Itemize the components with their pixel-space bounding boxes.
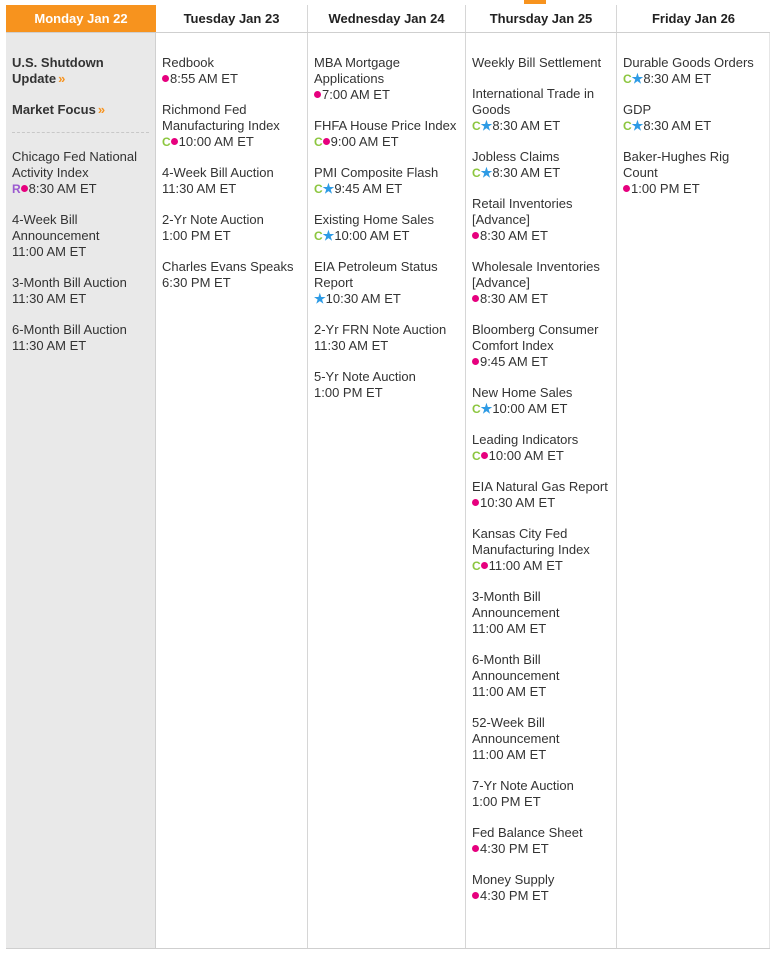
event-item[interactable] (314, 212, 459, 244)
event-item[interactable] (472, 778, 610, 810)
event-item[interactable] (472, 589, 610, 637)
event-name[interactable]: 7-Yr Note Auction (472, 778, 574, 793)
event-list-monday (12, 149, 149, 354)
event-time-line (314, 385, 459, 401)
event-name[interactable]: Redbook (162, 55, 215, 70)
event-time: 11:00 AM ET (472, 747, 547, 762)
event-time-line (162, 71, 301, 87)
event-item[interactable] (472, 149, 610, 181)
event-name[interactable]: 3-Month Bill Announcement (472, 589, 560, 620)
event-item[interactable] (314, 118, 459, 150)
event-time: 10:00 AM ET (492, 401, 568, 416)
event-item[interactable] (12, 149, 149, 197)
event-name[interactable]: 6-Month Bill Auction (12, 322, 127, 337)
dot-icon (472, 358, 479, 365)
event-time-line (623, 181, 763, 197)
event-name[interactable]: Leading Indicators (472, 432, 579, 447)
event-time: 11:30 AM ET (162, 181, 237, 196)
dot-icon (323, 138, 330, 145)
day-column-monday (6, 33, 156, 948)
event-time-line (472, 621, 610, 637)
event-time-line (472, 165, 610, 181)
c-icon: C (623, 119, 632, 133)
event-time-line (472, 401, 610, 417)
event-name[interactable]: 2-Yr Note Auction (162, 212, 264, 227)
event-name[interactable]: Money Supply (472, 872, 555, 887)
event-time-line (314, 134, 459, 150)
event-time: 10:30 AM ET (325, 291, 401, 306)
event-time: 1:00 PM ET (631, 181, 700, 196)
event-time: 11:00 AM ET (12, 244, 87, 259)
c-icon: C (314, 182, 323, 196)
day-header-wednesday[interactable]: Wednesday Jan 24 (308, 5, 466, 32)
event-name[interactable]: PMI Composite Flash (314, 165, 439, 180)
event-name[interactable]: 3-Month Bill Auction (12, 275, 127, 290)
event-item[interactable] (162, 165, 301, 197)
event-name[interactable]: 2-Yr FRN Note Auction (314, 322, 447, 337)
event-time-line (472, 448, 610, 464)
c-icon: C (472, 449, 481, 463)
event-item[interactable] (472, 526, 610, 574)
event-name[interactable]: EIA Petroleum Status Report (314, 259, 438, 290)
event-item[interactable] (162, 55, 301, 87)
event-time-line (472, 495, 610, 511)
event-name[interactable]: 5-Yr Note Auction (314, 369, 416, 384)
event-item[interactable] (472, 55, 610, 71)
dot-icon (171, 138, 178, 145)
event-name[interactable]: Chicago Fed National Activity Index (12, 149, 138, 180)
event-item[interactable] (472, 715, 610, 763)
event-time-line (623, 118, 763, 134)
event-name[interactable]: Bloomberg Consumer Comfort Index (472, 322, 599, 353)
event-name[interactable]: Retail Inventories [Advance] (472, 196, 573, 227)
event-name[interactable]: Wholesale Inventories [Advance] (472, 259, 600, 290)
event-time: 8:30 AM ET (643, 71, 712, 86)
dot-icon (472, 232, 479, 239)
event-time: 8:30 AM ET (643, 118, 712, 133)
event-time-line (162, 275, 301, 291)
star-icon: ★ (480, 165, 493, 180)
event-time: 11:30 AM ET (314, 338, 389, 353)
event-time-line (12, 291, 149, 307)
calendar-body (6, 32, 770, 949)
event-item[interactable] (472, 872, 610, 904)
day-header-friday[interactable]: Friday Jan 26 (651, 11, 736, 26)
current-week-marker (524, 0, 546, 4)
event-time: 8:30 AM ET (480, 228, 548, 243)
event-item[interactable] (472, 479, 610, 511)
event-name[interactable]: EIA Natural Gas Report (472, 479, 608, 494)
day-column-wednesday (308, 33, 466, 948)
dot-icon (472, 295, 479, 302)
day-header-thursday[interactable]: Thursday Jan 25 (466, 5, 617, 32)
event-time: 4:30 PM ET (480, 888, 549, 903)
event-name[interactable]: Durable Goods Orders (623, 55, 754, 70)
event-time: 8:30 AM ET (28, 181, 97, 196)
chevron-right-icon: » (97, 102, 106, 117)
event-item[interactable] (623, 55, 763, 87)
shutdown-update-link[interactable] (12, 55, 149, 87)
event-name[interactable]: 52-Week Bill Announcement (472, 715, 560, 746)
event-name[interactable]: Jobless Claims (472, 149, 560, 164)
day-column-friday (617, 33, 770, 948)
event-name[interactable]: New Home Sales (472, 385, 573, 400)
event-name[interactable]: FHFA House Price Index (314, 118, 457, 133)
day-column-tuesday (156, 33, 308, 948)
dot-icon (314, 91, 321, 98)
event-time: 1:00 PM ET (472, 794, 541, 809)
event-time: 10:00 AM ET (488, 448, 564, 463)
dot-icon (472, 892, 479, 899)
event-item[interactable] (623, 149, 763, 197)
event-time: 9:45 AM ET (480, 354, 548, 369)
event-item[interactable] (162, 259, 301, 291)
event-time-line (472, 354, 610, 370)
event-time: 11:00 AM ET (472, 684, 547, 699)
event-time: 8:55 AM ET (170, 71, 238, 86)
event-item[interactable] (12, 275, 149, 307)
event-time: 8:30 AM ET (492, 165, 561, 180)
event-time: 11:30 AM ET (12, 338, 87, 353)
event-item[interactable] (472, 652, 610, 700)
day-column-thursday (466, 33, 617, 948)
event-time-line (472, 747, 610, 763)
event-time-line (314, 228, 459, 244)
star-icon: ★ (322, 228, 335, 243)
event-time: 11:30 AM ET (12, 291, 87, 306)
event-time: 10:30 AM ET (480, 495, 556, 510)
event-item[interactable] (472, 196, 610, 244)
event-time-line (314, 181, 459, 197)
event-time: 8:30 AM ET (492, 118, 561, 133)
event-list-wednesday (314, 55, 459, 401)
event-time: 6:30 PM ET (162, 275, 231, 290)
event-name[interactable]: Existing Home Sales (314, 212, 434, 227)
event-time: 9:00 AM ET (330, 134, 399, 149)
event-time: 4:30 PM ET (480, 841, 549, 856)
event-time-line (162, 134, 301, 150)
event-time-line (472, 684, 610, 700)
event-time: 9:45 AM ET (334, 181, 403, 196)
event-name[interactable]: Kansas City Fed Manufacturing Index (472, 526, 590, 557)
event-time-line (472, 228, 610, 244)
event-time-line (314, 291, 459, 307)
event-item[interactable] (314, 55, 459, 103)
event-name[interactable]: GDP (623, 102, 652, 117)
dot-icon (472, 499, 479, 506)
event-list-tuesday (162, 55, 301, 291)
c-icon: C (472, 559, 481, 573)
calendar-header (6, 5, 770, 32)
event-item[interactable] (12, 212, 149, 260)
event-item[interactable] (314, 165, 459, 197)
c-icon: C (472, 402, 481, 416)
event-time-line (472, 841, 610, 857)
star-icon: ★ (631, 118, 644, 133)
event-item[interactable] (472, 259, 610, 307)
event-name[interactable]: 4-Week Bill Announcement (12, 212, 100, 243)
event-item[interactable] (472, 432, 610, 464)
event-item[interactable] (472, 385, 610, 417)
c-icon: C (623, 72, 632, 86)
event-time: 8:30 AM ET (480, 291, 548, 306)
event-item[interactable] (623, 102, 763, 134)
event-time-line (472, 794, 610, 810)
event-name[interactable]: Fed Balance Sheet (472, 825, 583, 840)
event-time-line (472, 558, 610, 574)
dot-icon (21, 185, 28, 192)
event-item[interactable] (472, 825, 610, 857)
dot-icon (481, 452, 488, 459)
event-time-line (314, 338, 459, 354)
event-name[interactable]: Richmond Fed Manufacturing Index (162, 102, 280, 133)
market-focus-label: Market Focus (12, 102, 96, 117)
event-time: 11:00 AM ET (472, 621, 547, 636)
c-icon: C (162, 135, 171, 149)
market-focus-link[interactable] (12, 102, 149, 118)
event-time-line (623, 71, 763, 87)
event-item[interactable] (314, 322, 459, 354)
event-name[interactable]: Baker-Hughes Rig Count (623, 149, 730, 180)
dot-icon (623, 185, 630, 192)
event-name[interactable]: Charles Evans Speaks (162, 259, 294, 274)
c-icon: C (472, 119, 481, 133)
event-item[interactable] (12, 322, 149, 354)
event-time: 10:00 AM ET (334, 228, 410, 243)
event-list-thursday (472, 55, 610, 904)
event-name[interactable]: 6-Month Bill Announcement (472, 652, 560, 683)
event-name[interactable]: 4-Week Bill Auction (162, 165, 274, 180)
event-item[interactable] (472, 86, 610, 134)
event-time: 1:00 PM ET (314, 385, 383, 400)
c-icon: C (314, 229, 323, 243)
dot-icon (472, 845, 479, 852)
event-name[interactable]: International Trade in Goods (472, 86, 595, 117)
event-time: 11:00 AM ET (488, 558, 563, 573)
event-time: 10:00 AM ET (178, 134, 254, 149)
event-name[interactable]: MBA Mortgage Applications (314, 55, 400, 86)
day-header-tuesday[interactable]: Tuesday Jan 23 (156, 5, 308, 32)
event-time: 7:00 AM ET (322, 87, 390, 102)
event-time-line (12, 181, 149, 197)
event-time-line (12, 244, 149, 260)
star-icon: ★ (480, 118, 493, 133)
event-time-line (314, 87, 459, 103)
divider (12, 132, 149, 133)
star-icon: ★ (631, 71, 644, 86)
star-icon: ★ (480, 401, 493, 416)
event-time: 1:00 PM ET (162, 228, 231, 243)
event-item[interactable] (162, 212, 301, 244)
event-list-friday (623, 55, 763, 197)
event-item[interactable] (314, 259, 459, 307)
event-time-line (162, 181, 301, 197)
event-time-line (472, 291, 610, 307)
c-icon: C (472, 166, 481, 180)
c-icon: C (314, 135, 323, 149)
event-time-line (472, 118, 610, 134)
dot-icon (481, 562, 488, 569)
event-item[interactable] (162, 102, 301, 150)
event-item[interactable] (314, 369, 459, 401)
r-icon: R (12, 182, 21, 196)
chevron-right-icon: » (58, 71, 66, 86)
event-time-line (472, 888, 610, 904)
shutdown-update-label: U.S. Shutdown Update (12, 55, 104, 86)
economic-calendar (6, 5, 770, 949)
star-icon: ★ (322, 181, 335, 196)
dot-icon (162, 75, 169, 82)
day-header-monday[interactable]: Monday Jan 22 (6, 5, 156, 32)
event-time-line (12, 338, 149, 354)
event-item[interactable] (472, 322, 610, 370)
event-name[interactable]: Weekly Bill Settlement (472, 55, 602, 70)
event-time-line (162, 228, 301, 244)
star-icon: ★ (314, 291, 326, 306)
